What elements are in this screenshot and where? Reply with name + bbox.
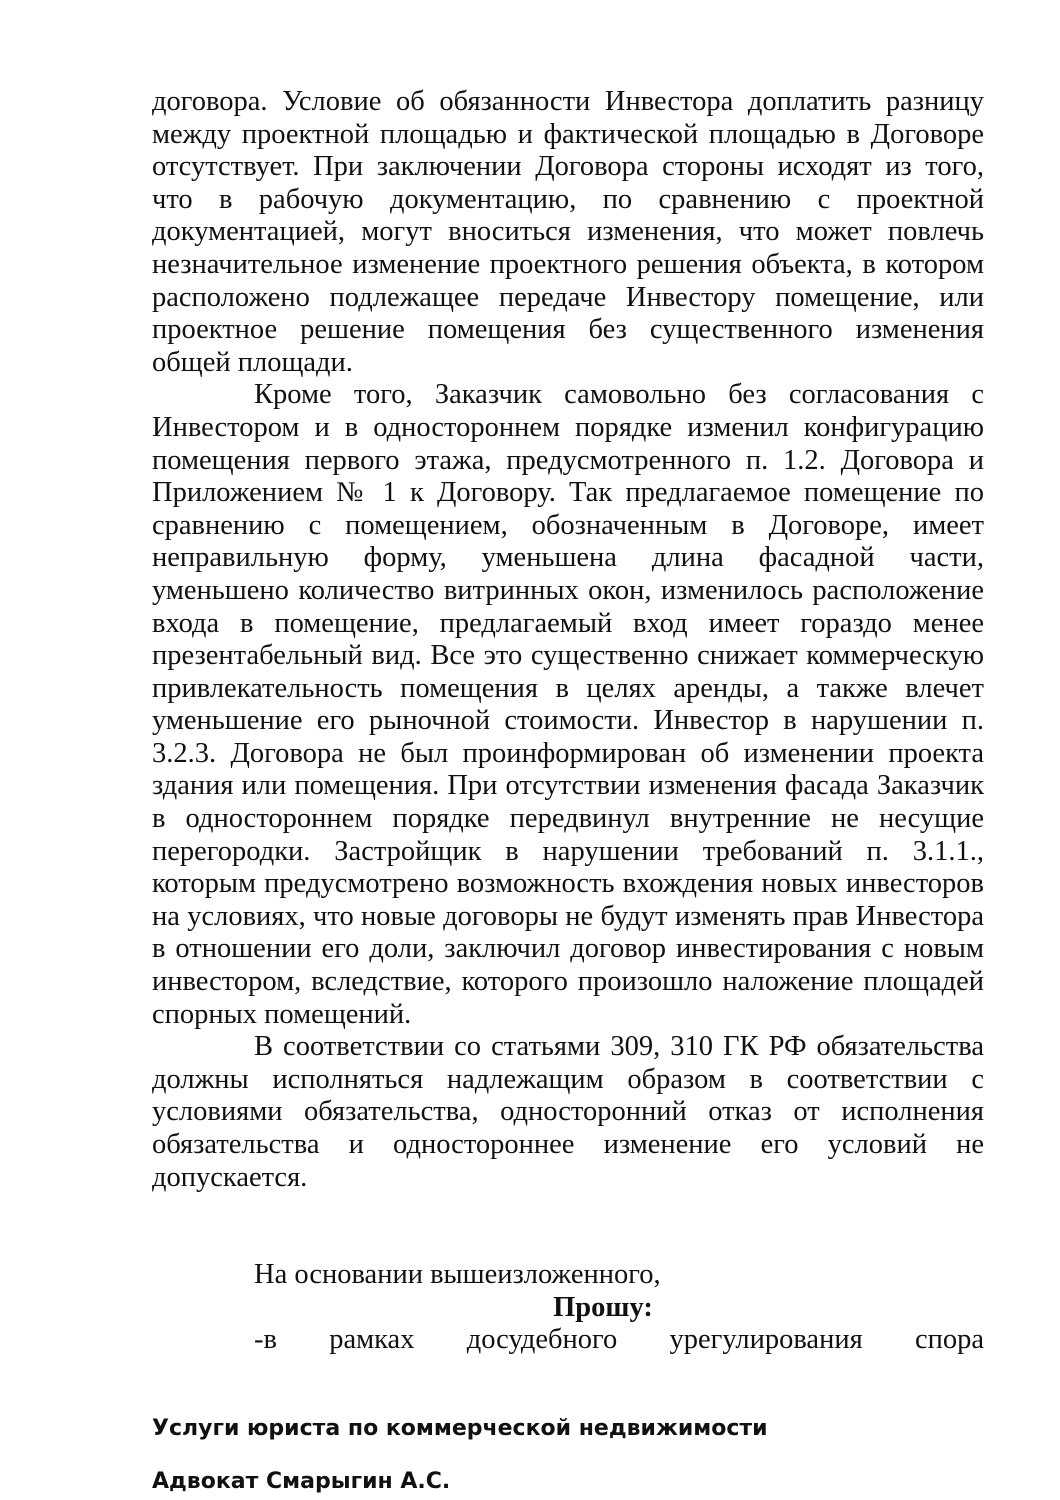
- paragraph-customer-changes: Кроме того, Заказчик самовольно без согласования с Инвестором и в одностороннем порядке изменил конфигурацию помещения первого этажа, предусмотренного п. 1.2. Договора и Приложением № 1 к Договору. Так предлагаемое помещение по сравнению с помещением, обозначенным в Договоре, имеет неправильную форму, уменьшена длина фасадной части, уменьшено количество витринных окон, изменилось расположение входа в помещение, предлагаемый вход имеет гораздо менее презентабельный вид. Все это существенно снижает коммерческую привлекательность помещения в целях аренды, а также влечет уменьшение его рыночной стоимости. Инвестор в нарушении п. 3.2.3. Договора не был проинформирован об изменении проекта здания или помещения. При отсутствии изменения фасада Заказчик в одностороннем порядке передвинул внутренние не несущие перегородки. Застройщик в нарушении требований п. 3.1.1., которым предусмотрено возможность вхождения новых инвесторов на условиях, что новые договоры не будут изменять прав Инвестора в отношении его доли, заключил договор инвестирования с новым инвестором, вследствие, которого произошло наложение площадей спорных помещений.: [152, 379, 984, 1030]
- request-line: -в рамках досудебного урегулирования спора: [254, 1324, 984, 1356]
- basis-line: На основании вышеизложенного,: [254, 1259, 661, 1291]
- paragraph-contract-terms: договора. Условие об обязанности Инвестора доплатить разницу между проектной площадью и фактической площадью в Договоре отсутствует. При заключении Договора стороны исходят из того, что в рабочую документацию, по сравнению с проектной документацией, могут вноситься изменения, что может повлечь незначительное изменение проектного решения объекта, в котором расположено подлежащее передаче Инвестору помещение, или проектное решение помещения без существенного изменения общей площади.: [152, 86, 984, 378]
- spacer: [152, 1194, 984, 1259]
- document-body: [152, 86, 984, 1357]
- request-heading: Прошу:: [553, 1291, 653, 1323]
- services-link[interactable]: Услуги юриста по коммерческой недвижимости: [152, 1416, 768, 1441]
- paragraph-civil-code: В соответствии со статьями 309, 310 ГК РФ обязательства должны исполняться надлежащим образом в соответствии с условиями обязательства, односторонний отказ от исполнения обязательства и одностороннее изменение его условий не допускается.: [152, 1031, 984, 1193]
- author-link[interactable]: Адвокат Смарыгин А.С.: [152, 1469, 451, 1494]
